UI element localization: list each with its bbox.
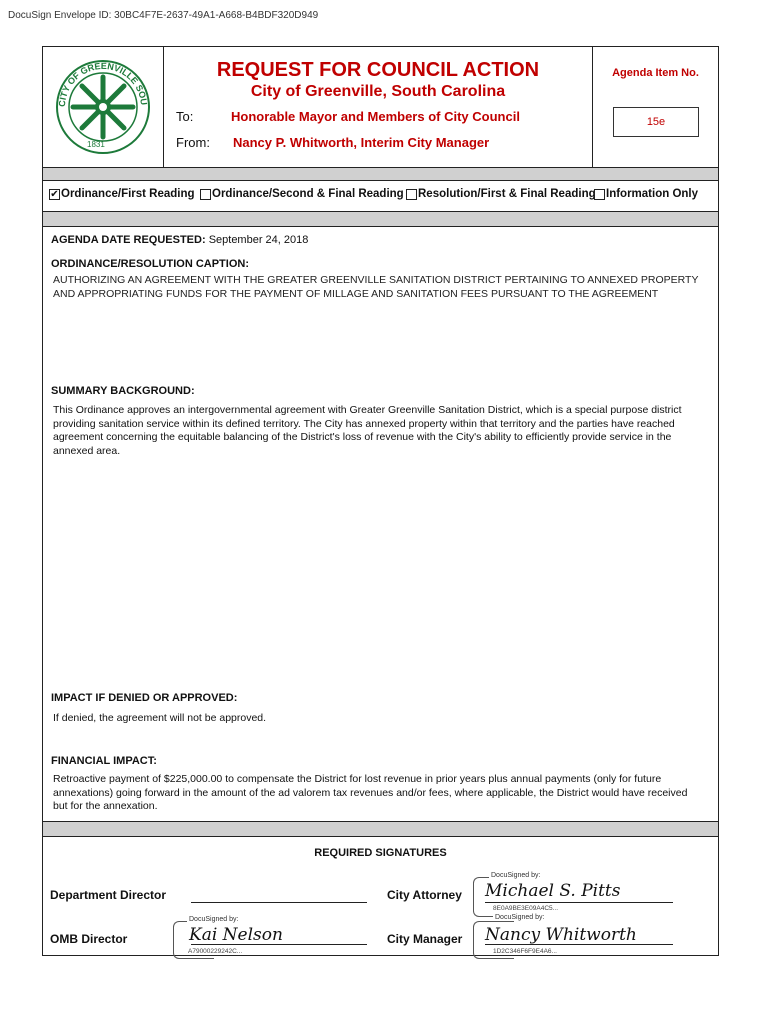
department-director-signature-line[interactable] [191, 902, 367, 903]
form-header [43, 47, 718, 167]
reading-option[interactable] [594, 188, 698, 200]
agenda-date-label: AGENDA DATE REQUESTED: [51, 234, 206, 246]
omb-director-signature[interactable]: Kai Nelson [189, 925, 283, 945]
reading-option-label: Information Only [606, 188, 698, 200]
impact-label: IMPACT IF DENIED OR APPROVED: [51, 692, 238, 704]
to-value: Honorable Mayor and Members of City Council [231, 109, 520, 124]
city-attorney-signature-line [485, 902, 673, 903]
checkbox-icon[interactable] [200, 189, 211, 200]
city-seal-box [43, 47, 164, 167]
city-seal-icon [43, 47, 164, 167]
checkbox-icon[interactable] [406, 189, 417, 200]
docusigned-by-label: DocuSigned by: [491, 872, 541, 879]
omb-docusign-id: A79000229242C... [188, 948, 243, 955]
summary-text[interactable]: This Ordinance approves an intergovernmental agreement with Greater Greenville Sanitation District, which is a special purpose district providing sanitation service within its defined territory. The City has annexed property within that territory and the parties have reached agreement concerning the equitable balancing of the District's loss of revenue with the City's ability to efficiently provide service in the annexed area. [53, 404, 682, 457]
page-title: REQUEST FOR COUNCIL ACTION [216, 59, 540, 81]
signature-section [43, 837, 718, 957]
attorney-docusign-id: 8E0A9BE3E09A4C5... [493, 905, 559, 912]
envelope-id: DocuSign Envelope ID: 30BC4F7E-2637-49A1-A668-B4BDF320D949 [8, 10, 319, 21]
reading-option[interactable] [49, 188, 195, 200]
agenda-date-value[interactable]: September 24, 2018 [208, 234, 309, 246]
page-subtitle: City of Greenville, South Carolina [250, 83, 506, 100]
department-director-label: Department Director [50, 888, 167, 902]
manager-docusign-id: 1D2C346F6F9E4A6... [493, 948, 557, 955]
reading-options [43, 181, 718, 211]
agenda-date-section [51, 234, 308, 246]
city-attorney-label: City Attorney [387, 888, 462, 902]
city-manager-signature-line [485, 944, 673, 945]
from-label: From: [176, 135, 210, 150]
divider-bar [43, 821, 718, 837]
agenda-item-label: Agenda Item No. [612, 67, 699, 79]
financial-text[interactable]: Retroactive payment of $225,000.00 to compensate the District for lost revenue in prior years plus annual payments (only for future annexations) going forward in the amount of the ad valorem tax revenues and/or fees, where applicable, the District would have received but for the annexation. [53, 773, 688, 812]
caption-text[interactable]: AUTHORIZING AN AGREEMENT WITH THE GREATER GREENVILLE SANITATION DISTRICT PERTAINING TO ANNEXED PROPERTY AND APPROPRIATING FUNDS FOR THE PAYMENT OF MILLAGE AND SANITATION FEES PURSUANT TO THE AGREEMENT [53, 274, 699, 300]
seal-year: 1831 [87, 140, 105, 149]
to-label: To: [176, 109, 194, 124]
omb-director-label: OMB Director [50, 932, 128, 946]
divider-bar [43, 167, 718, 181]
docusigned-by-label: DocuSigned by: [189, 916, 239, 923]
signatures-heading: REQUIRED SIGNATURES [314, 847, 447, 859]
financial-label: FINANCIAL IMPACT: [51, 755, 157, 767]
divider-bar [43, 211, 718, 227]
reading-option[interactable] [406, 188, 596, 200]
reading-option-label: Ordinance/First Reading [61, 188, 195, 200]
city-attorney-signature[interactable]: Michael S. Pitts [485, 881, 621, 901]
impact-text[interactable]: If denied, the agreement will not be approved. [53, 712, 267, 724]
agenda-item-number[interactable]: 15e [613, 107, 699, 137]
omb-director-signature-line [191, 944, 367, 945]
city-manager-label: City Manager [387, 932, 463, 946]
docusigned-by-label: DocuSigned by: [495, 914, 545, 921]
council-action-form [42, 46, 719, 956]
summary-label: SUMMARY BACKGROUND: [51, 385, 195, 397]
reading-option[interactable] [200, 188, 404, 200]
checkbox-checked-icon[interactable]: ✔ [50, 188, 59, 200]
reading-option-label: Ordinance/Second & Final Reading [212, 188, 404, 200]
reading-option-label: Resolution/First & Final Reading [418, 188, 596, 200]
caption-label: ORDINANCE/RESOLUTION CAPTION: [51, 258, 249, 270]
from-value: Nancy P. Whitworth, Interim City Manager [233, 135, 490, 150]
city-manager-signature[interactable]: Nancy Whitworth [485, 925, 637, 945]
agenda-item-box [592, 47, 718, 167]
checkbox-icon[interactable] [594, 189, 605, 200]
seal-top-text: CITY OF GREENVILLE SOU [56, 60, 150, 108]
